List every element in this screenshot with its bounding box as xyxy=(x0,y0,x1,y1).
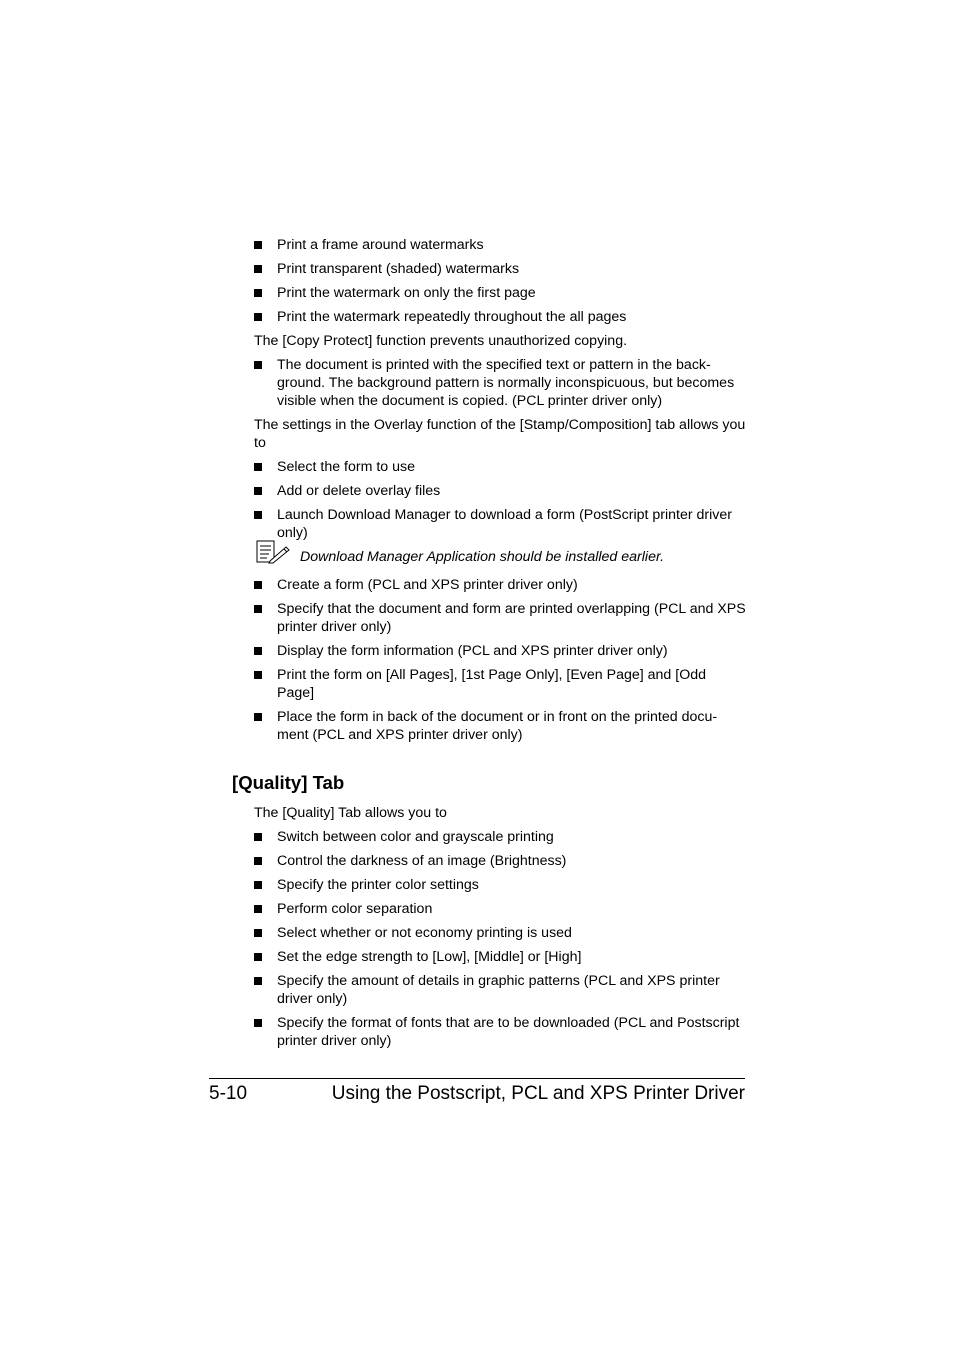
list-item: Set the edge strength to [Low], [Middle] or [High] xyxy=(254,948,746,966)
bullet-square-icon xyxy=(254,289,262,297)
copy-protect-list xyxy=(254,356,746,410)
list-item: Place the form in back of the document or in front on the printed docu-ment (PCL and XPS printer driver only) xyxy=(254,708,746,744)
bullet-square-icon xyxy=(254,241,262,249)
list-item: Switch between color and grayscale printing xyxy=(254,828,746,846)
quality-options-list xyxy=(254,828,746,1050)
bullet-square-icon xyxy=(254,463,262,471)
bullet-square-icon xyxy=(254,265,262,273)
note-text: Download Manager Application should be installed earlier. xyxy=(300,549,665,565)
list-item: The document is printed with the specified text or pattern in the back-ground. The background pattern is normally inconspicuous, but becomes visible when the document is copied. (PCL printer driver only) xyxy=(254,356,746,410)
list-item: Create a form (PCL and XPS printer driver only) xyxy=(254,576,746,594)
list-item: Perform color separation xyxy=(254,900,746,918)
bullet-square-icon xyxy=(254,581,262,589)
bullet-square-icon xyxy=(254,881,262,889)
bullet-square-icon xyxy=(254,929,262,937)
list-item: Print the form on [All Pages], [1st Page Only], [Even Page] and [Odd Page] xyxy=(254,666,746,702)
watermark-options-list xyxy=(254,236,746,326)
main-content xyxy=(254,236,746,750)
copy-protect-paragraph: The [Copy Protect] function prevents unauthorized copying. xyxy=(254,333,628,349)
list-item: Display the form information (PCL and XPS printer driver only) xyxy=(254,642,746,660)
list-item: Add or delete overlay files xyxy=(254,482,746,500)
section-heading: [Quality] Tab xyxy=(232,772,345,793)
bullet-square-icon xyxy=(254,647,262,655)
bullet-square-icon xyxy=(254,905,262,913)
list-item: Print transparent (shaded) watermarks xyxy=(254,260,746,278)
note-pencil-icon xyxy=(256,540,290,569)
page-number: 5-10 xyxy=(209,1083,248,1104)
quality-intro: The [Quality] Tab allows you to xyxy=(254,805,447,821)
bullet-square-icon xyxy=(254,713,262,721)
bullet-square-icon xyxy=(254,487,262,495)
list-item: Specify that the document and form are printed overlapping (PCL and XPS printer driver only) xyxy=(254,600,746,636)
bullet-square-icon xyxy=(254,671,262,679)
bullet-square-icon xyxy=(254,313,262,321)
list-item: Print a frame around watermarks xyxy=(254,236,746,254)
list-item: Launch Download Manager to download a form (PostScript printer driver only) xyxy=(254,506,746,542)
list-item: Control the darkness of an image (Brightness) xyxy=(254,852,746,870)
running-footer-title: Using the Postscript, PCL and XPS Printer Driver xyxy=(331,1083,745,1104)
overlay-options-list xyxy=(254,458,746,542)
bullet-square-icon xyxy=(254,977,262,985)
note xyxy=(254,548,746,570)
list-item: Select the form to use xyxy=(254,458,746,476)
overlay-paragraph: The settings in the Overlay function of the [Stamp/Composition] tab allows you to xyxy=(254,417,746,451)
bullet-square-icon xyxy=(254,857,262,865)
list-item: Select whether or not economy printing is used xyxy=(254,924,746,942)
list-item: Print the watermark repeatedly throughout the all pages xyxy=(254,308,746,326)
bullet-square-icon xyxy=(254,953,262,961)
list-item: Print the watermark on only the first page xyxy=(254,284,746,302)
quality-section xyxy=(254,804,746,1056)
list-item: Specify the amount of details in graphic patterns (PCL and XPS printer driver only) xyxy=(254,972,746,1008)
bullet-square-icon xyxy=(254,833,262,841)
list-item: Specify the format of fonts that are to be downloaded (PCL and Postscript printer driver only) xyxy=(254,1014,746,1050)
bullet-square-icon xyxy=(254,1019,262,1027)
bullet-square-icon xyxy=(254,361,262,369)
footer-divider xyxy=(209,1078,745,1079)
list-item: Specify the printer color settings xyxy=(254,876,746,894)
bullet-square-icon xyxy=(254,605,262,613)
bullet-square-icon xyxy=(254,511,262,519)
overlay-options-list-continued xyxy=(254,576,746,744)
